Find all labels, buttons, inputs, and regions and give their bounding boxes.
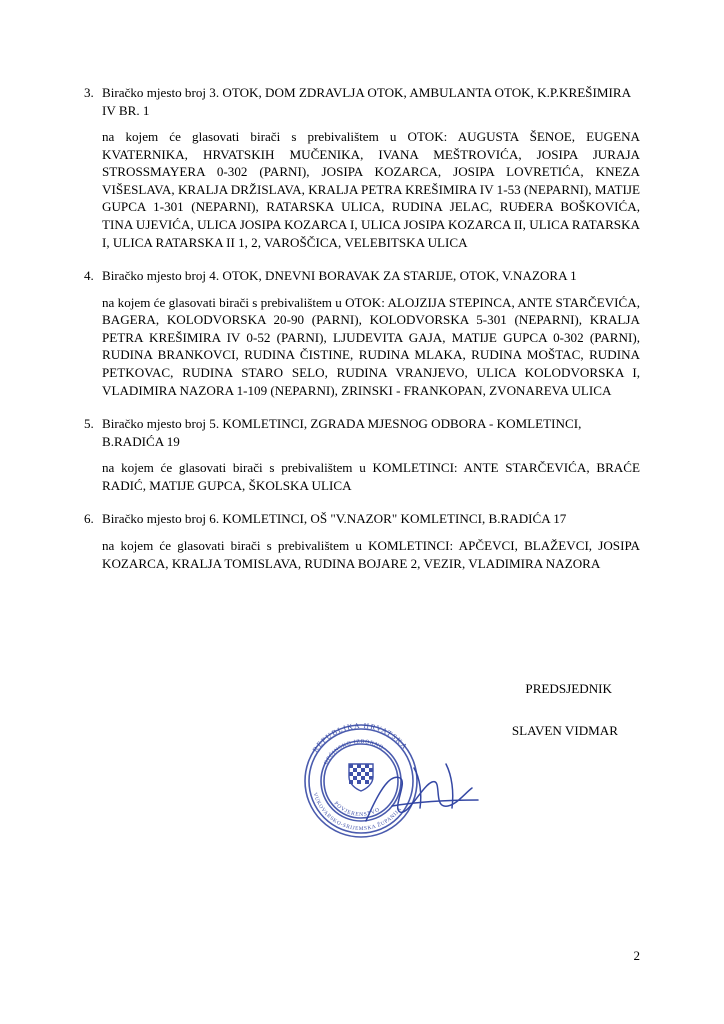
list-item bbox=[84, 510, 640, 572]
svg-text:VUKOVARSKO-SRIJEMSKA ŽUPANIJA: VUKOVARSKO-SRIJEMSKA ŽUPANIJA bbox=[311, 791, 404, 833]
signature-name: SLAVEN VIDMAR bbox=[511, 722, 618, 738]
polling-station-heading bbox=[84, 415, 640, 450]
list-item bbox=[84, 84, 640, 251]
item-body-text: na kojem će glasovati birači s prebivalištem u OTOK: ALOJZIJA STEPINCA, ANTE STARČEVIĆA, BAGERA, KOLODVORSKA 20-90 (PARNI), KOLODVORSKA 5-301 (NEPARNI), KRALJA PETRA KREŠIMIRA IV 0-52 (PARNI), LJUDEVITA GAJA, MATIJE GUPCA 0-302 (PARNI), RUDINA BRANKOVCI, RUDINA ČISTINE, RUDINA MLAKA, RUDINA MOŠTAC, RUDINA PETKOVAC, RUDINA STARO SELO, RUDINA VRANJEVO, ULICA KOLODVORSKA I, VLADIMIRA NAZORA 1-109 (NEPARNI), ZRINSKI - FRANKOPAN, ZVONAREVA ULICA bbox=[102, 294, 640, 398]
item-heading-text: Biračko mjesto broj 5. KOMLETINCI, ZGRADA MJESNOG ODBORA - KOMLETINCI, B.RADIĆA 19 bbox=[102, 416, 582, 449]
document-body bbox=[84, 84, 640, 588]
list-item bbox=[84, 267, 640, 399]
page-number: 2 bbox=[633, 948, 640, 963]
polling-station-heading bbox=[84, 84, 640, 119]
item-number: 4. bbox=[84, 268, 94, 284]
official-stamp bbox=[296, 716, 596, 846]
svg-text:OPĆINSKO IZBORNO: OPĆINSKO IZBORNO bbox=[323, 738, 385, 766]
polling-station-heading bbox=[84, 510, 640, 528]
item-heading-text: Biračko mjesto broj 6. KOMLETINCI, OŠ "V.NAZOR" KOMLETINCI, B.RADIĆA 17 bbox=[102, 511, 567, 527]
item-body-text: na kojem će glasovati birači s prebivalištem u OTOK: AUGUSTA ŠENOE, EUGENA KVATERNIKA, HRVATSKIH MUČENIKA, IVANA MEŠTROVIĆA, JOSIPA JURAJA STROSSMAYERA 0-302 (PARNI), JOSIPA KOZARCA, JOSIPA LOVRETIĆA, KNEZA VIŠESLAVA, KRALJA DRŽISLAVA, KRALJA PETRA KREŠIMIRA IV 1-53 (NEPARNI), MATIJE GUPCA 1-301 (NEPARNI), RATARSKA ULICA, RUDINA JELAC, RUĐERA BOŠKOVIĆA, TINA UJEVIĆA, ULICA JOSIPA KOZARCA I, ULICA JOSIPA KOZARCA II, ULICA RATARSKA I, ULICA RATARSKA II 1, 2, VAROŠČICA, VELEBITSKA ULICA bbox=[102, 129, 640, 250]
list-item bbox=[84, 415, 640, 494]
item-number: 6. bbox=[84, 511, 94, 527]
polling-station-heading bbox=[84, 267, 640, 285]
item-heading-text: Biračko mjesto broj 3. OTOK, DOM ZDRAVLJA OTOK, AMBULANTA OTOK, K.P.KREŠIMIRA IV BR. 1 bbox=[102, 85, 631, 118]
svg-text:REPUBLIKA HRVATSKA: REPUBLIKA HRVATSKA bbox=[310, 720, 410, 754]
svg-text:POVJERENSTVO: POVJERENSTVO bbox=[332, 800, 382, 819]
signature-title: PREDSJEDNIK bbox=[525, 681, 612, 696]
item-number: 5. bbox=[84, 416, 94, 432]
item-body-text: na kojem će glasovati birači s prebivalištem u KOMLETINCI: ANTE STARČEVIĆA, BRAĆE RADIĆ, MATIJE GUPCA, ŠKOLSKA ULICA bbox=[102, 460, 640, 493]
item-body-text: na kojem će glasovati birači s prebivalištem u KOMLETINCI: APČEVCI, BLAŽEVCI, JOSIPA KOZARCA, KRALJA TOMISLAVA, RUDINA BOJARE 2, VEZIR, VLADIMIRA NAZORA bbox=[102, 537, 640, 571]
item-heading-text: Biračko mjesto broj 4. OTOK, DNEVNI BORAVAK ZA STARIJE, OTOK, V.NAZORA 1 bbox=[102, 268, 577, 284]
item-number: 3. bbox=[84, 85, 94, 100]
